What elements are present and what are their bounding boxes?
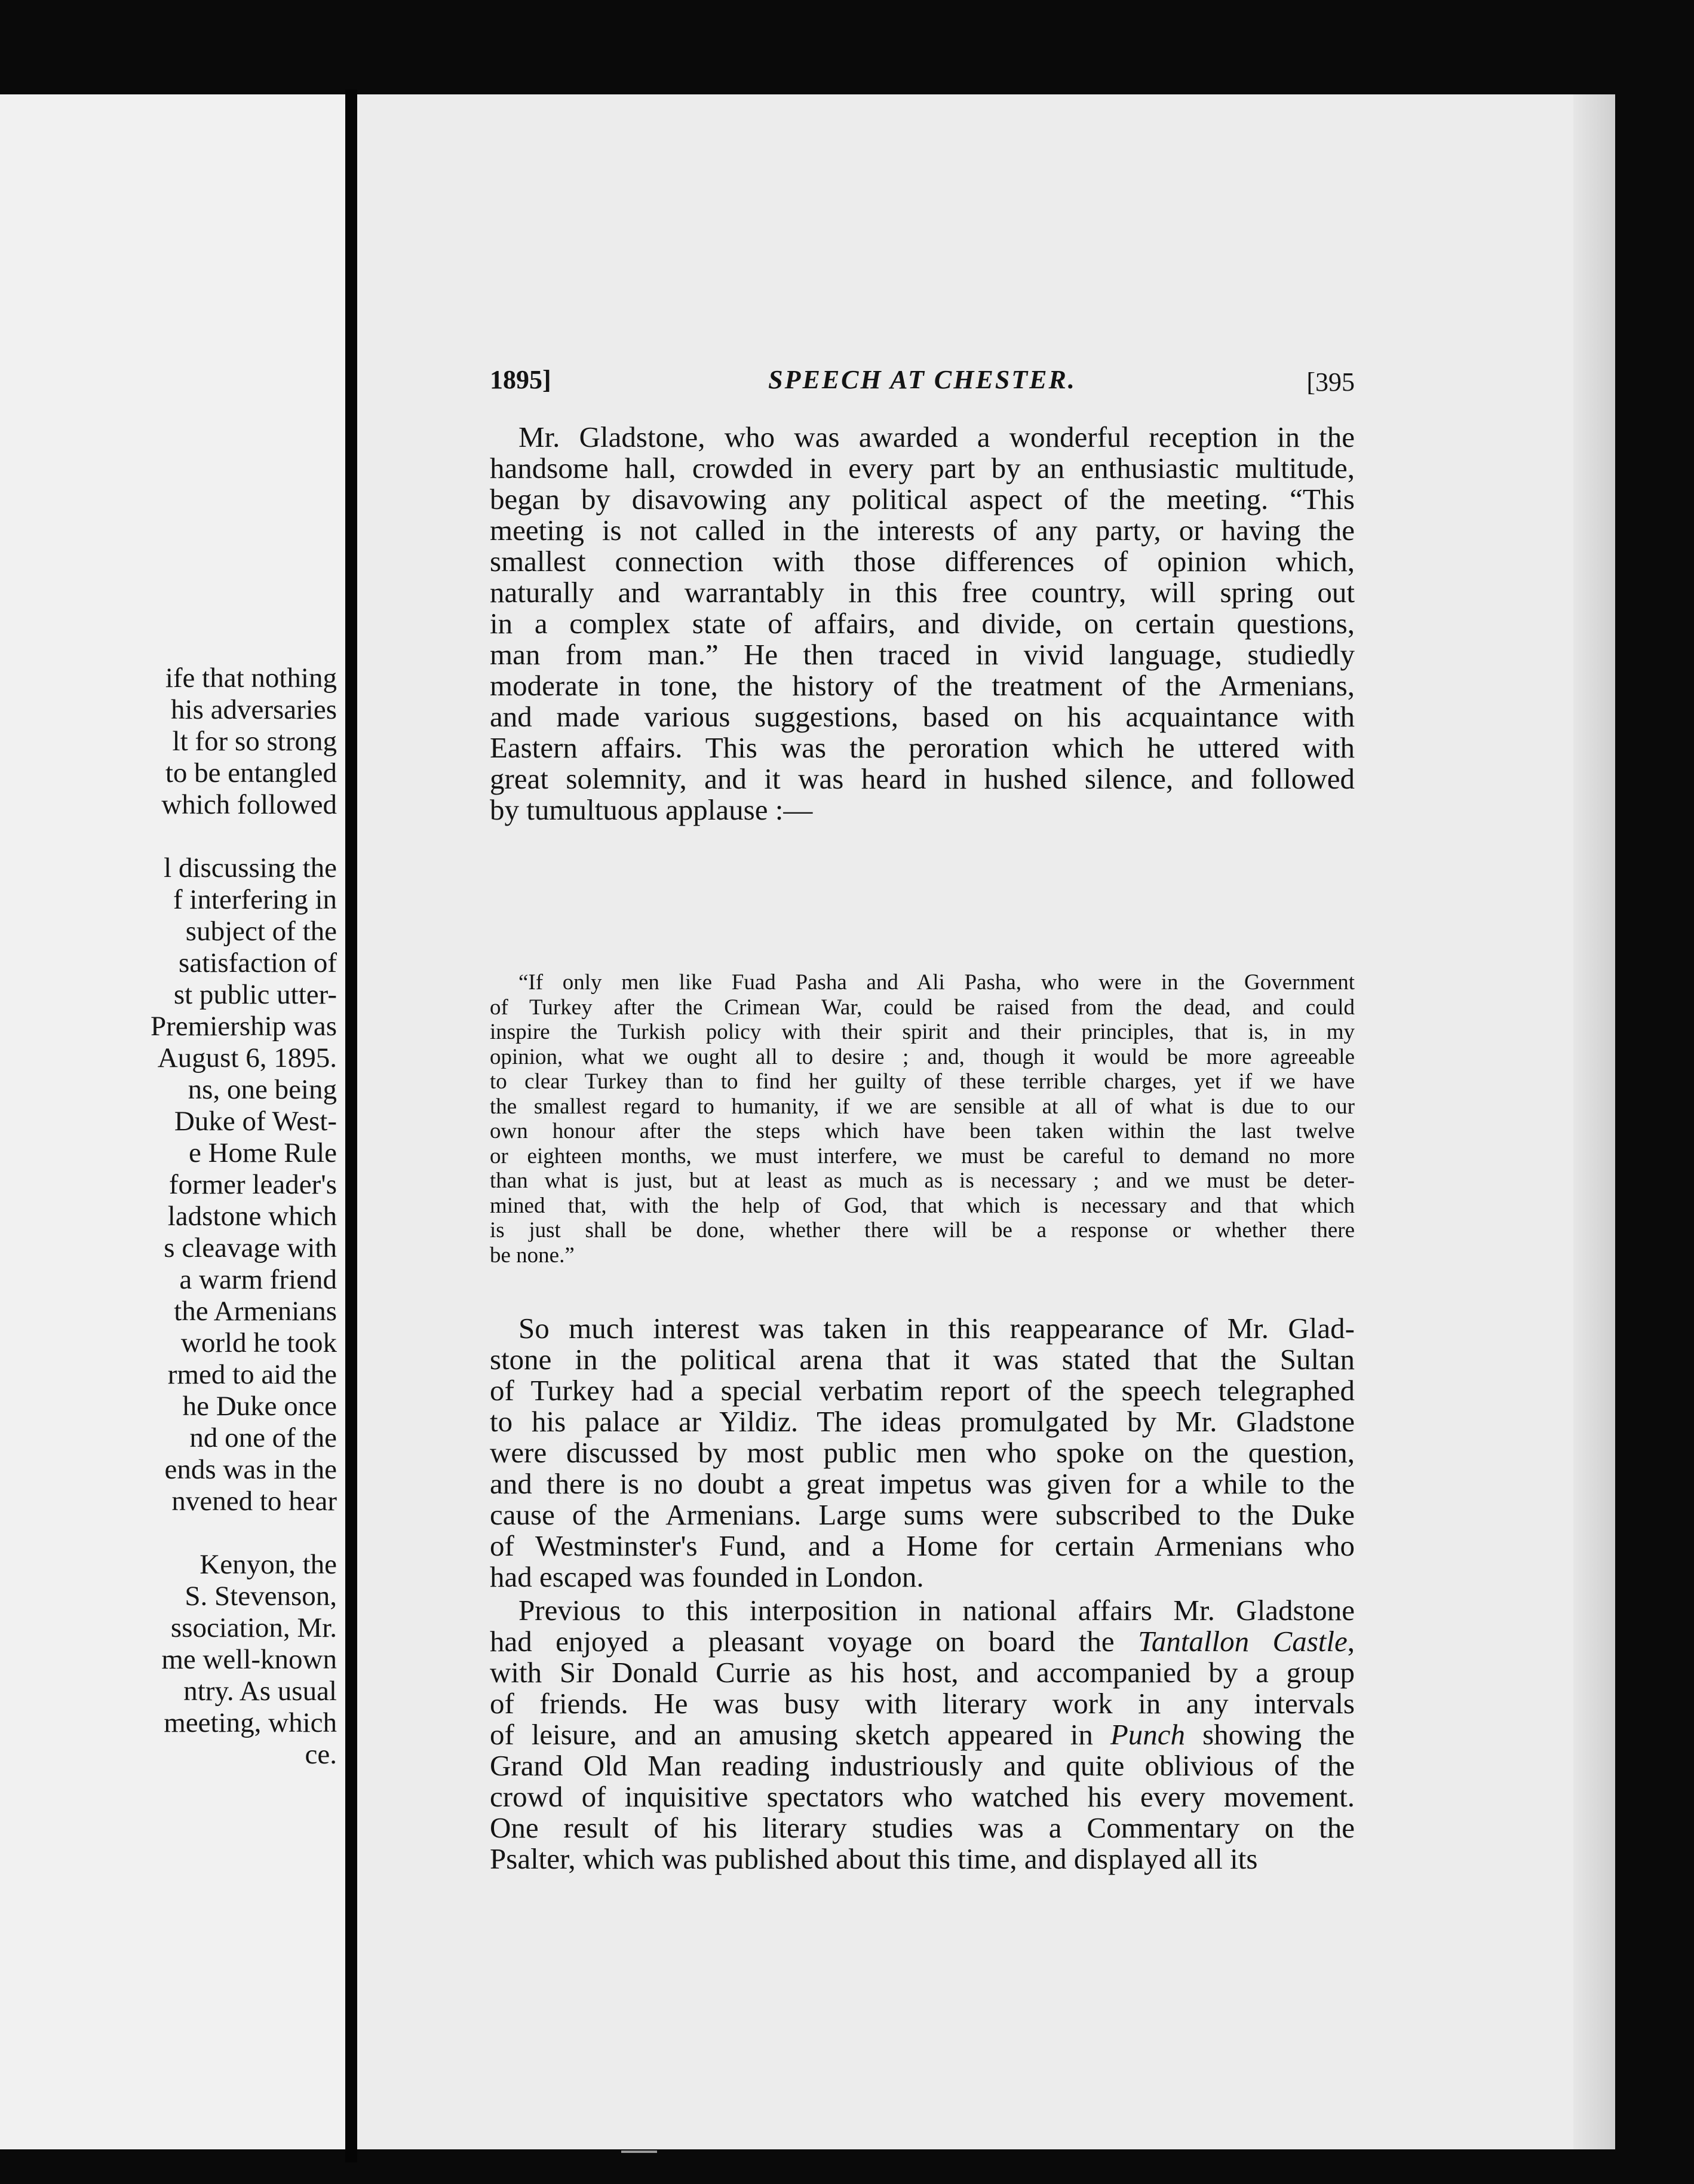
para2-line: stone in the political arena that it was stated that the Sultan (490, 1343, 1355, 1376)
left-page-line: August 6, 1895. (157, 1042, 337, 1073)
para2-line: to his palace ar Yildiz. The ideas promulgated by Mr. Gladstone (490, 1405, 1355, 1438)
para3-line: with Sir Donald Currie as his host, and accompanied by a group (490, 1656, 1355, 1689)
para3-line: crowd of inquisitive spectators who watched his every movement. (490, 1780, 1355, 1813)
left-page-line: world he took (180, 1327, 337, 1358)
page-number: [395 (1306, 367, 1355, 397)
page-edge-shadow (1573, 94, 1615, 2149)
left-page-line: he Duke once (182, 1391, 337, 1422)
previous-page-fragment (0, 94, 345, 2149)
left-page-line: lt for so strong (172, 726, 337, 757)
left-page-line: Kenyon, the (200, 1549, 337, 1580)
para1-line: moderate in tone, the history of the treatment of the Armenians, (490, 669, 1355, 702)
para3-line: had enjoyed a pleasant voyage on board the Tantallon Castle, (490, 1625, 1355, 1658)
quote-line: of Turkey after the Crimean War, could be raised from the dead, and could (490, 995, 1355, 1020)
quote-line: own honour after the steps which have been taken within the last twelve (490, 1119, 1355, 1143)
para3-line: of friends. He was busy with literary work in any intervals (490, 1687, 1355, 1720)
quote-line: opinion, what we ought all to desire ; and, though it would be more agreeable (490, 1044, 1355, 1069)
left-page-line: f interfering in (173, 884, 337, 915)
quote-line: inspire the Turkish policy with their spirit and their principles, that is, in my (490, 1020, 1355, 1044)
quote-line: “If only men like Fuad Pasha and Ali Pasha, who were in the Government (518, 970, 1355, 995)
para1-line: smallest connection with those differences of opinion which, (490, 545, 1355, 578)
left-page-line: ce. (305, 1739, 337, 1770)
running-header (490, 364, 1355, 406)
left-page-line: ladstone which (167, 1201, 337, 1232)
para1-line: Mr. Gladstone, who was awarded a wonderful reception in the (518, 421, 1355, 453)
para1-line: naturally and warrantably in this free country, will spring out (490, 576, 1355, 609)
paragraph-sultan-report (490, 1313, 1355, 1593)
left-page-line: subject of the (185, 916, 337, 947)
left-page-line: which followed (161, 789, 337, 820)
left-page-line: satisfaction of (179, 947, 337, 978)
para3-line: Previous to this interposition in national affairs Mr. Gladstone (518, 1594, 1355, 1627)
left-page-line: ife that nothing (165, 662, 337, 694)
para2-line: So much interest was taken in this reappearance of Mr. Glad- (518, 1312, 1355, 1345)
para3-line: of leisure, and an amusing sketch appeared in Punch showing the (490, 1718, 1355, 1751)
left-page-line: st public utter- (173, 979, 337, 1010)
left-page-line: nd one of the (189, 1422, 337, 1453)
scan-artifact (621, 2151, 657, 2153)
quote-line: than what is just, but at least as much as is necessary ; and we must be deter- (490, 1168, 1355, 1193)
left-page-line: me well-known (161, 1644, 337, 1675)
left-page-line: meeting, which (164, 1707, 337, 1738)
left-page-line: l discussing the (164, 852, 337, 884)
header-year: 1895] (490, 365, 551, 394)
para3-line: Grand Old Man reading industriously and quite oblivious of the (490, 1749, 1355, 1782)
para1-line: meeting is not called in the interests of any party, or having the (490, 514, 1355, 547)
paragraph-voyage (490, 1595, 1355, 1875)
left-page-line: a warm friend (179, 1264, 337, 1295)
left-page-line: ssociation, Mr. (170, 1612, 337, 1643)
left-page-line: s cleavage with (164, 1232, 337, 1263)
quote-line: or eighteen months, we must interfere, we must be careful to demand no more (490, 1143, 1355, 1168)
para2-line: of Turkey had a special verbatim report of the speech telegraphed (490, 1374, 1355, 1407)
quote-line: be none.” (490, 1243, 575, 1268)
left-page-line: Premiership was (151, 1011, 337, 1042)
para1-line: great solemnity, and it was heard in hushed silence, and followed (490, 762, 1355, 795)
block-quote-peroration (490, 970, 1355, 1268)
para2-line: were discussed by most public men who spoke on the question, (490, 1436, 1355, 1469)
para1-line: handsome hall, crowded in every part by an enthusiastic multitude, (490, 452, 1355, 484)
left-page-line: ntry. As usual (183, 1676, 337, 1707)
left-page-line: e Home Rule (189, 1137, 337, 1168)
left-page-line: nvened to hear (171, 1486, 337, 1517)
para1-line: Eastern affairs. This was the peroration which he uttered with (490, 731, 1355, 764)
para2-line: cause of the Armenians. Large sums were subscribed to the Duke (490, 1498, 1355, 1531)
left-page-line: to be entangled (165, 757, 337, 789)
para1-line: in a complex state of affairs, and divide, on certain questions, (490, 607, 1355, 640)
para1-line: man from man.” He then traced in vivid language, studiedly (490, 638, 1355, 671)
left-page-line: former leader's (168, 1169, 337, 1200)
left-page-line: rmed to aid the (167, 1359, 337, 1390)
quote-line: is just shall be done, whether there will be a response or whether there (490, 1218, 1355, 1243)
left-page-line: ends was in the (164, 1454, 337, 1485)
left-page-line: the Armenians (174, 1296, 337, 1327)
para1-line: began by disavowing any political aspect of the meeting. “This (490, 483, 1355, 516)
para3-line: Psalter, which was published about this time, and displayed all its (490, 1842, 1258, 1875)
header-title: SPEECH AT CHESTER. (768, 365, 1076, 394)
left-page-line: ns, one being (188, 1074, 337, 1105)
book-gutter (345, 90, 357, 2162)
paragraph-speech-intro (490, 422, 1355, 826)
left-page-line: S. Stevenson, (185, 1581, 337, 1612)
quote-line: mined that, with the help of God, that which is necessary and that which (490, 1193, 1355, 1218)
quote-line: to clear Turkey than to find her guilty of these terrible charges, yet if we have (490, 1069, 1355, 1094)
para2-line: had escaped was founded in London. (490, 1560, 924, 1593)
left-page-line: his adversaries (171, 694, 337, 725)
para3-line: One result of his literary studies was a Commentary on the (490, 1811, 1355, 1844)
para1-line: and made various suggestions, based on his acquaintance with (490, 700, 1355, 733)
para1-line: by tumultuous applause :— (490, 793, 813, 826)
left-page-line: Duke of West- (174, 1106, 337, 1137)
para2-line: and there is no doubt a great impetus was given for a while to the (490, 1467, 1355, 1500)
para2-line: of Westminster's Fund, and a Home for certain Armenians who (490, 1529, 1355, 1562)
quote-line: the smallest regard to humanity, if we are sensible at all of what is due to our (490, 1094, 1355, 1119)
book-page (357, 94, 1615, 2149)
